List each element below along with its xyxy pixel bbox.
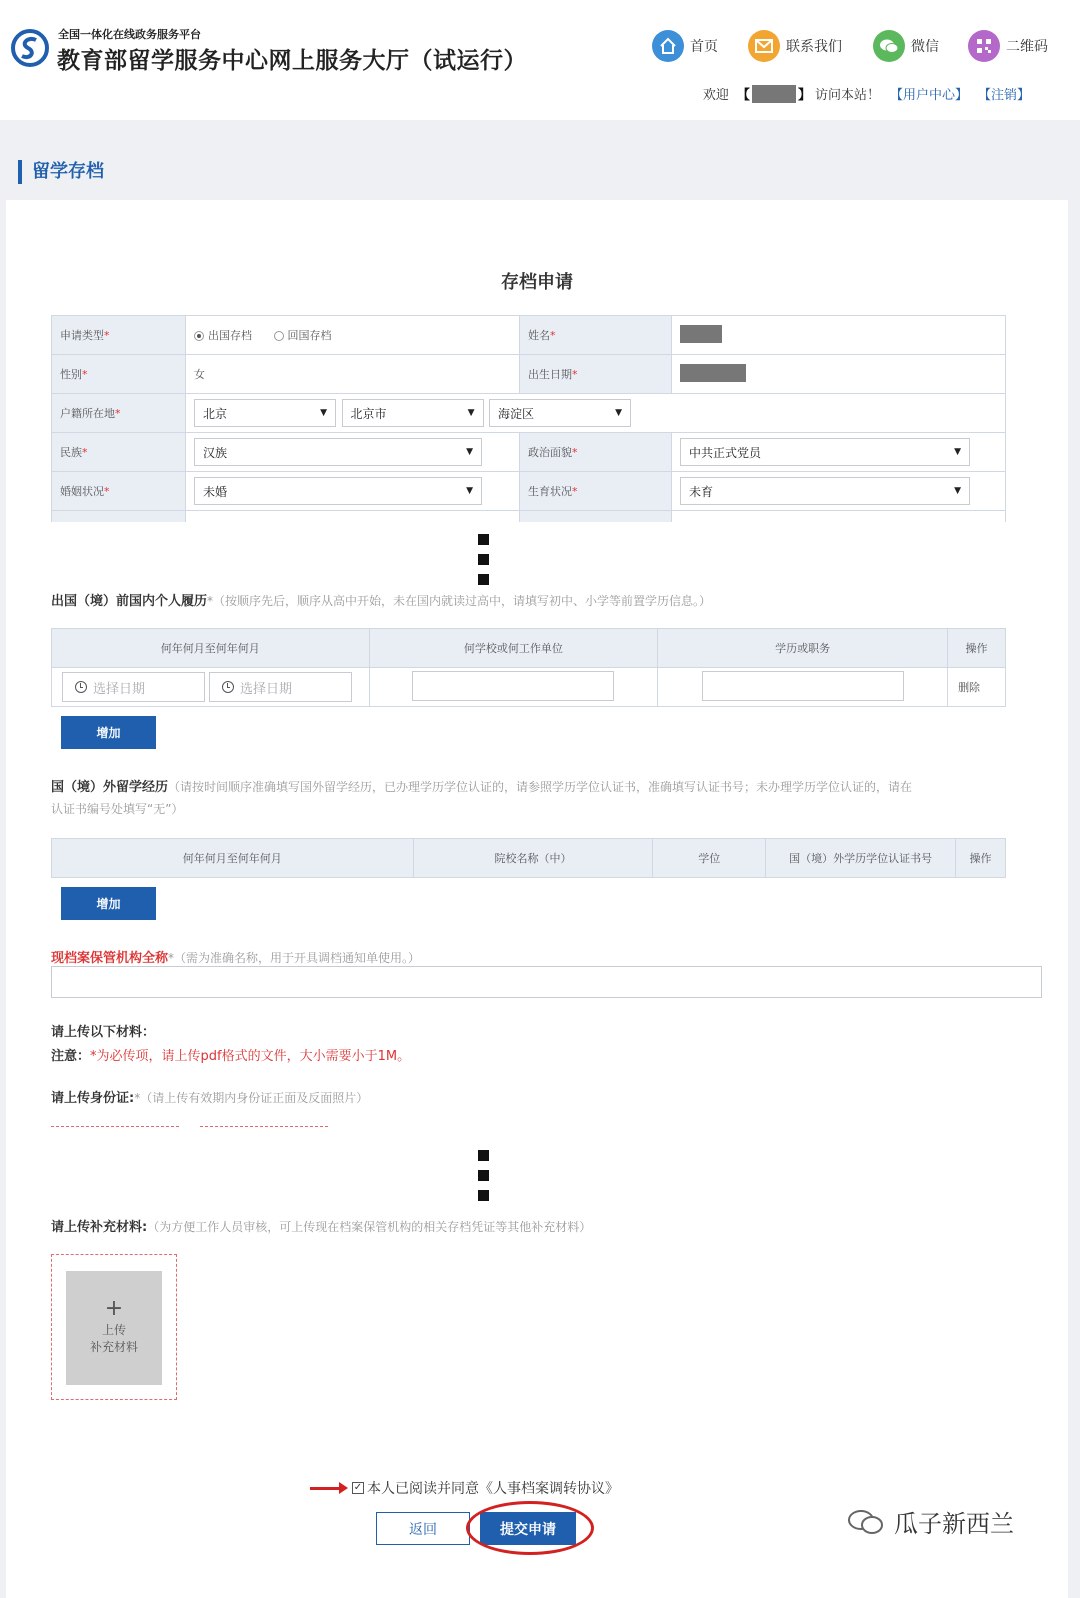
marital-select[interactable]: 未婚 ▼ (194, 477, 482, 505)
visit-text: 访问本站！ (814, 88, 880, 103)
submit-button[interactable]: 提交申请 (480, 1512, 576, 1545)
ellipsis-marker-2 (478, 1150, 490, 1210)
abroad-heading: 国（境）外留学经历（请按时间顺序准确填写国外留学经历，已办理学历学位认证的，请参照学历学位认证书，准确填写认证书号；未办理学历学位认证的，请在 (51, 780, 913, 795)
hukou-cell (186, 394, 1006, 433)
agreement-row (310, 1478, 619, 1498)
watermark-text: 瓜子新西兰 (894, 1510, 1014, 1538)
fertility-label: 生育状况* (520, 472, 672, 511)
delete-link[interactable]: 删除 (948, 668, 1006, 707)
school-cell (369, 668, 658, 707)
page-margin-right (1068, 200, 1080, 1598)
screenshot-cut (6, 522, 1068, 592)
ethnic-select[interactable]: 汉族 ▼ (194, 438, 482, 466)
city-select[interactable]: 北京市 ▼ (342, 399, 484, 427)
col-school: 何学校或何工作单位 (369, 629, 658, 668)
nav-home[interactable] (652, 28, 718, 64)
political-cell (672, 433, 1006, 472)
apply-type-label: 申请类型* (52, 316, 186, 355)
home-icon (652, 30, 684, 62)
nav-contact-label: 联系我们 (786, 39, 842, 55)
abroad-hint-line2: 认证书编号处填写“无”） (51, 802, 184, 816)
domestic-history-heading: 出国（境）前国内个人履历*（按顺序先后，顺序从高中开始，未在国内就读过高中，请填写初中、小学等前置学历信息。） (51, 594, 712, 609)
extra-upload-hint: （为方便工作人员审核，可上传现在档案保管机构的相关存档凭证等其他补充材料） (147, 1220, 592, 1234)
logout-link[interactable]: 【注销】 (977, 88, 1030, 103)
watermark (846, 1504, 1014, 1539)
redacted-username (752, 85, 796, 103)
province-select[interactable]: 北京 ▼ (194, 399, 336, 427)
title-band (0, 120, 1080, 200)
plus-icon: + (104, 1296, 124, 1321)
upload-box-line2: 补充材料 (89, 1340, 138, 1354)
radio-return-label: 回国存档 (287, 329, 332, 342)
platform-name: 全国一体化在线政务服务平台 (58, 28, 201, 41)
back-button[interactable]: 返回 (376, 1512, 470, 1545)
marital-cell (186, 472, 520, 511)
redacted-birthdate (680, 364, 746, 382)
col-abroad-school: 院校名称（中） (413, 839, 653, 878)
col-degree: 学历或职务 (658, 629, 948, 668)
agree-checkbox[interactable]: ✓ (353, 1482, 363, 1493)
marital-label: 婚姻状况* (52, 472, 186, 511)
add-abroad-button[interactable]: 增加 (61, 887, 156, 920)
extra-upload-box[interactable] (51, 1254, 177, 1400)
agreement-text[interactable]: 本人已阅读并同意《人事档案调转协议》 (367, 1481, 619, 1497)
ellipsis-marker (478, 534, 490, 594)
site-title: 教育部留学服务中心网上服务大厅（试运行） (57, 48, 527, 74)
upload-heading: 请上传以下材料： (51, 1025, 156, 1040)
radio-departure-label: 出国存档 (208, 329, 252, 342)
col-cert-number: 国（境）外学历学位认证书号 (766, 839, 956, 878)
nav-wechat-label: 微信 (911, 39, 939, 55)
clock-icon (75, 681, 87, 693)
id-upload-heading: 请上传身份证:*（请上传有效期内身份证正面及反面照片） (51, 1091, 369, 1106)
degree-cell (658, 668, 948, 707)
col-abroad-action: 操作 (956, 839, 1006, 878)
political-select[interactable]: 中共正式党员 ▼ (680, 438, 970, 466)
district-select[interactable]: 海淀区 ▼ (489, 399, 631, 427)
personal-info-table (51, 315, 1006, 550)
abroad-hint: （请按时间顺序准确填写国外留学经历，已办理学历学位认证的，请参照学历学位认证书，准确填写认证书号；未办理学历学位认证的，请在 (168, 780, 913, 794)
col-action: 操作 (948, 629, 1006, 668)
nav-contact[interactable] (748, 28, 842, 64)
nav-qrcode-label: 二维码 (1006, 39, 1048, 55)
birth-cell (672, 355, 1006, 394)
fertility-cell (672, 472, 1006, 511)
bracket-close: 】 (797, 88, 811, 103)
abroad-table (51, 838, 1006, 878)
hukou-label: 户籍所在地* (52, 394, 186, 433)
apply-type-cell (186, 316, 520, 355)
nav-wechat[interactable] (873, 28, 939, 64)
domestic-history-hint: *（按顺序先后，顺序从高中开始，未在国内就读过高中，请填写初中、小学等前置学历信息。） (207, 594, 712, 608)
logo-icon (10, 28, 50, 68)
radio-return[interactable] (274, 331, 284, 341)
end-date-picker[interactable]: 选择日期 (209, 672, 352, 702)
extra-upload-heading: 请上传补充材料:（为方便工作人员审核，可上传现在档案保管机构的相关存档凭证等其他补充材料） (51, 1220, 592, 1235)
bracket-open: 【 (736, 88, 750, 103)
user-center-link[interactable]: 【用户中心】 (889, 88, 968, 103)
upload-note-text: *为必传项，请上传pdf格式的文件，大小需要小于1M。 (90, 1049, 411, 1064)
radio-departure[interactable] (194, 331, 204, 341)
user-bar (703, 84, 1030, 103)
clock-icon (222, 681, 234, 693)
gender-label: 性别* (52, 355, 186, 394)
nav-qrcode[interactable] (968, 28, 1048, 64)
nav-home-label: 首页 (690, 39, 718, 55)
period-cell (52, 668, 370, 707)
archive-org-heading: 现档案保管机构全称*（需为准确名称，用于开具调档通知单使用。） (51, 951, 421, 966)
id-upload-hint: *（请上传有效期内身份证正面及反面照片） (134, 1091, 369, 1105)
archive-org-input[interactable] (51, 966, 1042, 998)
site-header (0, 0, 1080, 120)
form-title: 存档申请 (501, 272, 573, 293)
wechat-watermark-icon (846, 1507, 886, 1537)
start-date-picker[interactable]: 选择日期 (62, 672, 205, 702)
name-cell (672, 316, 1006, 355)
wechat-icon (873, 30, 905, 62)
ethnic-label: 民族* (52, 433, 186, 472)
upload-note: 注意：*为必传项，请上传pdf格式的文件，大小需要小于1M。 (51, 1049, 411, 1064)
name-label: 姓名* (520, 316, 672, 355)
redacted-name (680, 325, 722, 343)
qrcode-icon (968, 30, 1000, 62)
col-abroad-period: 何年何月至何年何月 (52, 839, 414, 878)
extra-upload-button[interactable] (66, 1271, 162, 1385)
col-abroad-degree: 学位 (653, 839, 766, 878)
welcome-text: 欢迎 (702, 88, 729, 103)
screenshot-cut-2 (6, 1130, 1068, 1200)
archive-org-hint: *（需为准确名称，用于开具调档通知单使用。） (168, 951, 421, 965)
col-period: 何年何月至何年何月 (52, 629, 370, 668)
political-label: 政治面貌* (520, 433, 672, 472)
birth-label: 出生日期* (520, 355, 672, 394)
mail-icon (748, 30, 780, 62)
red-arrow-icon (310, 1487, 340, 1490)
section-title: 留学存档 (18, 160, 104, 184)
add-domestic-button[interactable]: 增加 (61, 716, 156, 749)
ethnic-cell (186, 433, 520, 472)
fertility-select[interactable]: 未育 ▼ (680, 477, 970, 505)
upload-box-line1: 上传 (101, 1323, 126, 1337)
degree-input[interactable] (702, 671, 904, 701)
red-highlight-circle (466, 1501, 594, 1555)
gender-value: 女 (186, 355, 520, 394)
school-input[interactable] (412, 671, 614, 701)
domestic-history-table (51, 628, 1006, 707)
